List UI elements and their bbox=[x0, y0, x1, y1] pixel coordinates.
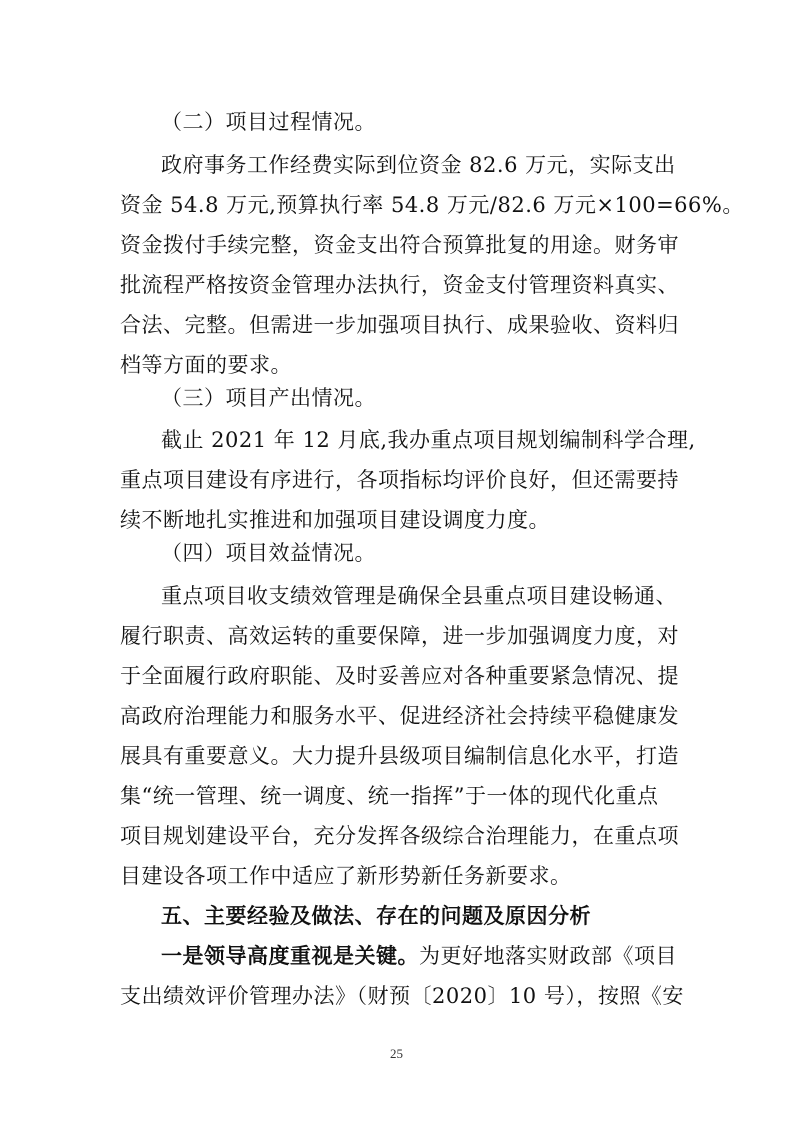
paragraph-line: 集“统一管理、统一调度、统一指挥”于一体的现代化重点 bbox=[120, 784, 659, 808]
paragraph-line: 档等方面的要求。 bbox=[120, 353, 292, 377]
lead-sentence-bold: 一是领导高度重视是关键。 bbox=[161, 944, 419, 968]
paragraph-line: 支出绩效评价管理办法》（财预〔2020〕10 号），按照《安 bbox=[120, 984, 684, 1008]
page-number: 25 bbox=[390, 1046, 403, 1061]
section-heading-experience: 五、主要经验及做法、存在的问题及原因分析 bbox=[161, 904, 591, 928]
section-heading-process: （二）项目过程情况。 bbox=[161, 110, 376, 134]
paragraph-line: 资金 54.8 万元,预算执行率 54.8 万元/82.6 万元×100=66%。 bbox=[120, 193, 744, 217]
paragraph-line: 重点项目建设有序进行，各项指标均评价良好，但还需要持 bbox=[120, 468, 679, 492]
paragraph-line: 续不断地扎实推进和加强项目建设调度力度。 bbox=[120, 508, 550, 532]
section-heading-output: （三）项目产出情况。 bbox=[161, 386, 376, 410]
paragraph-line: 履行职责、高效运转的重要保障，进一步加强调度力度，对 bbox=[120, 624, 679, 648]
paragraph-line: 于全面履行政府职能、及时妥善应对各种重要紧急情况、提 bbox=[120, 664, 679, 688]
paragraph-line: 合法、完整。但需进一步加强项目执行、成果验收、资料归 bbox=[120, 313, 679, 337]
paragraph-line: 资金拨付手续完整，资金支出符合预算批复的用途。财务审 bbox=[120, 233, 679, 257]
lead-sentence-rest: 为更好地落实财政部《项目 bbox=[419, 944, 677, 968]
paragraph-line: 重点项目收支绩效管理是确保全县重点项目建设畅通、 bbox=[161, 584, 677, 608]
paragraph-line: 目建设各项工作中适应了新形势新任务新要求。 bbox=[120, 864, 572, 888]
paragraph-line: 批流程严格按资金管理办法执行，资金支付管理资料真实、 bbox=[120, 273, 679, 297]
paragraph-line: 展具有重要意义。大力提升县级项目编制信息化水平，打造 bbox=[120, 744, 679, 768]
paragraph-line: 项目规划建设平台，充分发挥各级综合治理能力，在重点项 bbox=[120, 824, 679, 848]
paragraph-line: 截止 2021 年 12 月底,我办重点项目规划编制科学合理, bbox=[161, 428, 696, 452]
paragraph-line: 高政府治理能力和服务水平、促进经济社会持续平稳健康发 bbox=[120, 704, 679, 728]
paragraph-line-lead bbox=[161, 941, 681, 971]
paragraph-line: 政府事务工作经费实际到位资金 82.6 万元，实际支出 bbox=[161, 153, 676, 177]
section-heading-benefit: （四）项目效益情况。 bbox=[161, 541, 376, 565]
